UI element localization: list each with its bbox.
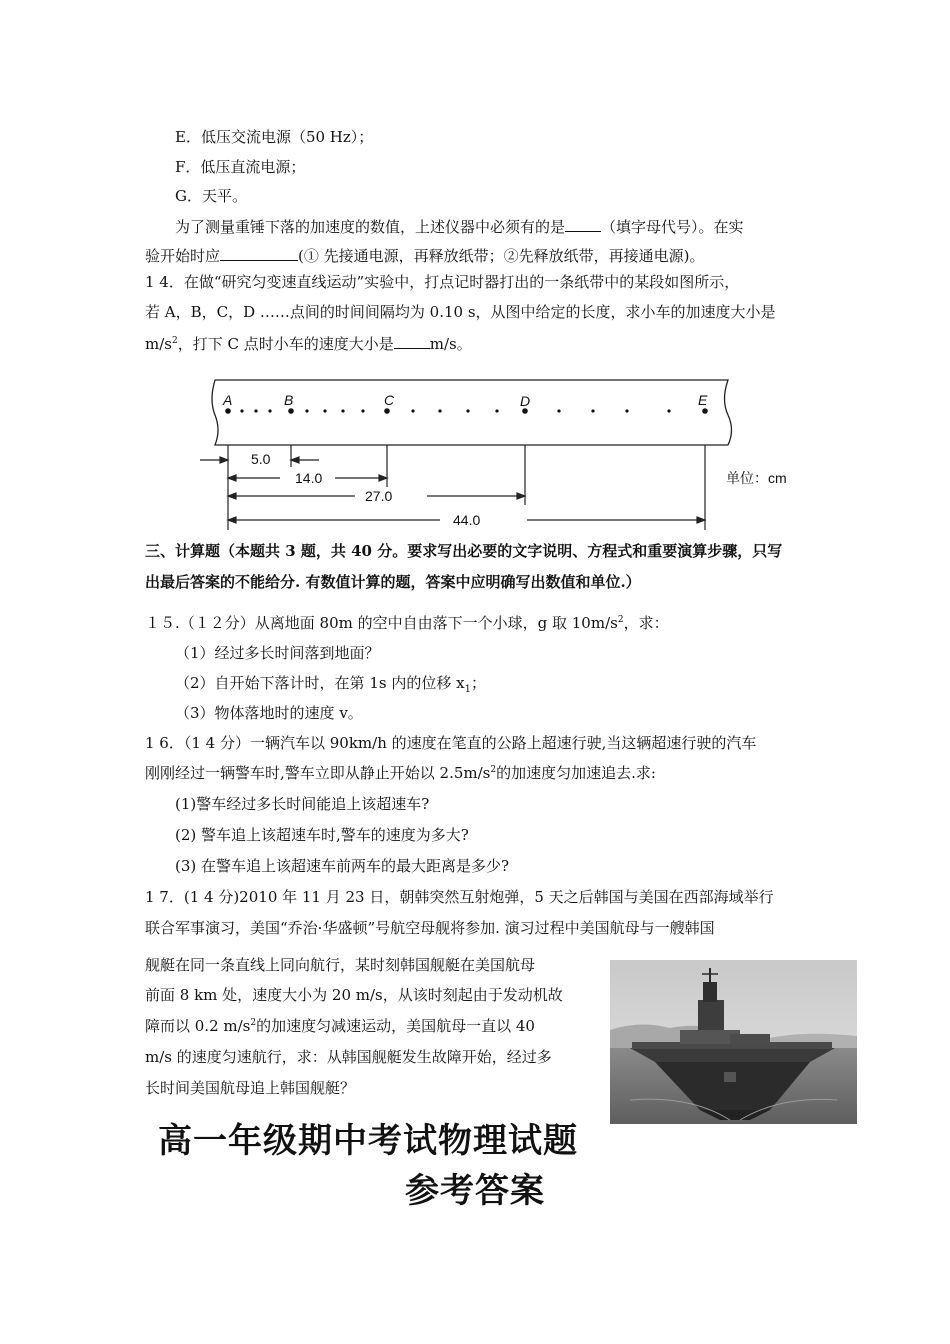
- q17-line6: m/s 的速度匀速航行，求：从韩国舰艇发生故障开始，经过多: [145, 1048, 552, 1066]
- q16-part2: (2) 警车追上该超速车时,警车的速度为多大?: [175, 826, 469, 844]
- tape-dot: [591, 409, 594, 412]
- tape-dot: [411, 409, 414, 412]
- aircraft-carrier-photo: [610, 960, 857, 1124]
- q16-part3: (3) 在警车追上该超速车前两车的最大距离是多少?: [175, 857, 510, 875]
- tape-dot: [384, 408, 390, 414]
- q17-line2: 联合军事演习，美国“乔治·华盛顿”号航空母舰将参加. 演习过程中美国航母与一艘韩国: [145, 919, 715, 937]
- q16-line1: 1 6．（1 4 分）一辆汽车以 90km/h 的速度在笔直的公路上超速行驶,当这辆超速行驶的汽车: [145, 734, 757, 752]
- q15-head: １５.（１２分）从离地面 80m 的空中自由落下一个小球，g 取 $10m/s^2$，求：: [145, 614, 669, 632]
- option-e: E．低压交流电源（50 Hz）；: [175, 128, 374, 146]
- dim-label-5: 5.0: [251, 451, 271, 467]
- dim-label-14: 14.0: [295, 470, 323, 486]
- q15-part1: （1）经过多长时间落到地面？: [175, 644, 380, 662]
- tape-dot: [557, 409, 560, 412]
- answer-blank: [565, 215, 601, 232]
- q17-line3: 舰艇在同一条直线上同向航行，某时刻韩国舰艇在美国航母: [145, 956, 536, 974]
- option-f: F．低压直流电源；: [175, 158, 306, 176]
- q14-line2: 若 A，B，C，D ……点间的时间间隔均为 0.10 s，从图中给定的长度，求小车的加速度大小是: [145, 303, 776, 321]
- section3-line1: 三、计算题（本题共 3 题，共 40 分。要求写出必要的文字说明、方程式和重要演算步骤，只写: [145, 542, 783, 560]
- q15-part3: （3）物体落地时的速度 v。: [175, 704, 363, 722]
- tape-dot: [702, 408, 708, 414]
- answer-key-title: 参考答案: [405, 1171, 545, 1211]
- point-label-d: D: [520, 393, 531, 409]
- q17-line1: 1 7．(1 4 分)2010 年 11 月 23 日，朝韩突然互射炮弹，5 天之后韩国与美国在西部海域举行: [145, 888, 774, 906]
- tape-dot: [361, 409, 364, 412]
- tape-dot: [438, 409, 441, 412]
- q17-line4: 前面 8 km 处，速度大小为 20 m/s，从该时刻起由于发动机故: [145, 986, 563, 1004]
- q14-line3: $m/s^2$，打下 C 点时小车的速度大小是 m/s。: [145, 332, 472, 354]
- tape-dot: [254, 409, 257, 412]
- tape-dot: [667, 409, 670, 412]
- q16-part1: (1)警车经过多长时间能追上该超速车?: [175, 795, 430, 813]
- tape-dot: [522, 408, 528, 414]
- point-label-c: C: [384, 392, 395, 408]
- dim-label-27: 27.0: [365, 488, 393, 504]
- q16-line2: 刚刚经过一辆警车时,警车立即从静止开始以 $2.5m/s^2$的加速度匀加速追去.求:: [145, 764, 656, 782]
- tape-dot: [495, 409, 498, 412]
- tape-dot: [240, 409, 243, 412]
- tape-dot: [341, 409, 344, 412]
- q17-line5: 障而以 0.2 $m/s^2$的加速度匀减速运动，美国航母一直以 40: [145, 1017, 535, 1035]
- q13-line1: 为了测量重锤下落的加速度的数值，上述仪器中必须有的是 （填字母代号）。在实: [175, 215, 744, 237]
- q13-line2: 验开始时应 (① 先接通电源，再释放纸带；②先释放纸带，再接通电源)。: [145, 244, 705, 266]
- tape-dot: [466, 409, 469, 412]
- tape-dot: [288, 408, 294, 414]
- tape-dot: [625, 409, 628, 412]
- answer-blank: [394, 332, 430, 349]
- tape-dot: [305, 409, 308, 412]
- unit-label: 单位：cm: [726, 470, 787, 486]
- tape-dot: [268, 409, 271, 412]
- point-label-a: A: [223, 392, 233, 408]
- answer-blank: [220, 244, 298, 261]
- q17-line7: 长时间美国航母追上韩国舰艇？: [145, 1079, 356, 1097]
- paper-tape-diagram: [195, 375, 787, 535]
- point-label-e: E: [698, 392, 708, 408]
- point-label-b: B: [284, 392, 294, 408]
- q14-line1: 1 4．在做“研究匀变速直线运动”实验中，打点记时器打出的一条纸带中的某段如图所示，: [145, 273, 740, 291]
- exam-title: 高一年级期中考试物理试题: [158, 1121, 578, 1161]
- dim-label-44: 44.0: [453, 512, 481, 528]
- section3-line2: 出最后答案的不能给分. 有数值计算的题，答案中应明确写出数值和单位.）: [145, 573, 641, 591]
- tape-dots: [225, 408, 708, 414]
- option-g: G．天平。: [175, 187, 247, 205]
- q15-part2: （2）自开始下落计时，在第 1s 内的位移 $x_1$；: [175, 674, 486, 695]
- tape-dot: [225, 408, 231, 414]
- tape-dot: [323, 409, 326, 412]
